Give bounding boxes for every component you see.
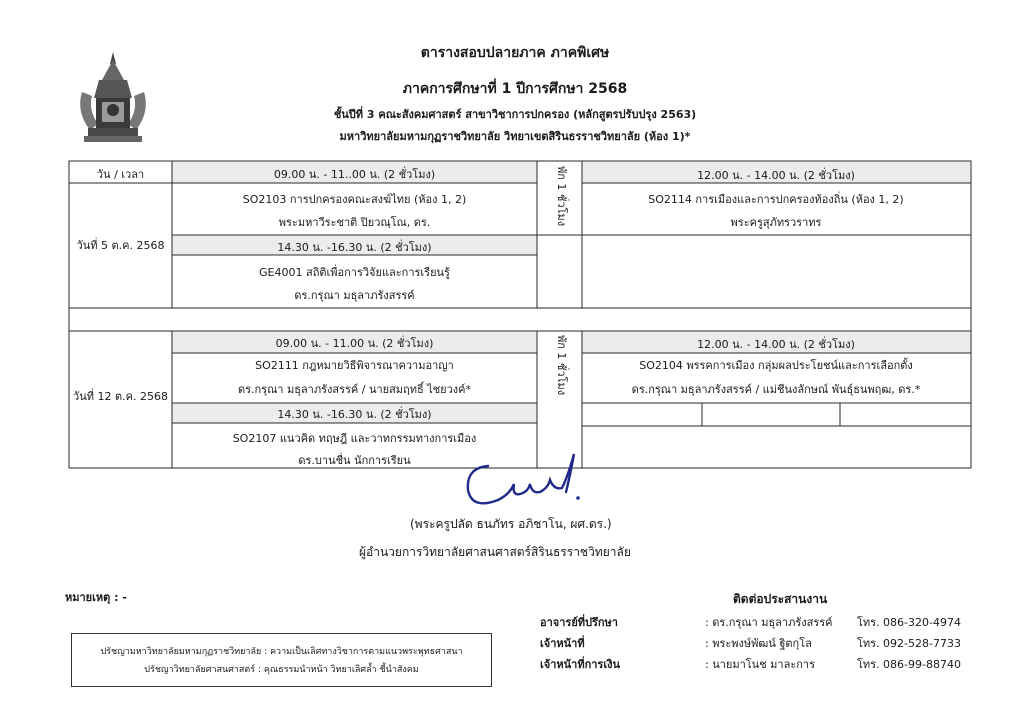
- day2-slot2-course: SO2104 พรรคการเมือง กลุ่มผลประโยชน์และการเลือกตั้ง: [639, 359, 913, 372]
- title-line-4: มหาวิทยาลัยมหามกุฏราชวิทยาลัย วิทยาเขตสิรินธรราชวิทยาลัย (ห้อง 1)*: [339, 130, 691, 143]
- day2-slot3-teacher: ดร.บานชื่น นักการเรียน: [298, 454, 411, 467]
- university-seal-logo: [74, 50, 152, 146]
- day2-slot2-time: 12.00 น. - 14.00 น. (2 ชั่วโมง): [697, 338, 855, 351]
- title-line-3: ชั้นปีที่ 3 คณะสังคมศาสตร์ สาขาวิชาการปกครอง (หลักสูตรปรับปรุง 2563): [333, 108, 697, 121]
- title-line-2: ภาคการศึกษาที่ 1 ปีการศึกษา 2568: [402, 81, 628, 97]
- signature-name: (พระครูปลัด ธนภัทร อภิชาโน, ผศ.ดร.): [410, 517, 612, 531]
- day2-slot2-teacher: ดร.กรุณา มธุลาภรังสรรค์ / แม่ชีนงลักษณ์ พันธุ์ธนพฤฒ, ดร.*: [631, 383, 921, 396]
- day1-break-label: พัก 1 ชั่วโมง: [555, 166, 568, 227]
- contact-name-3: : นายมาโนช มาละการ: [705, 658, 815, 671]
- day1-slot3-time: 14.30 น. -16.30 น. (2 ชั่วโมง): [277, 241, 432, 254]
- contact-phone-2: โทร. 092-528-7733: [857, 637, 961, 650]
- day2-slot3-course: SO2107 แนวคิด ทฤษฎี และวาทกรรมทางการเมือง: [232, 432, 477, 445]
- remark-note: หมายเหตุ : -: [65, 591, 127, 604]
- day2-break-label: พัก 1 ชั่วโมง: [555, 335, 568, 396]
- contact-role-3: เจ้าหน้าที่การเงิน: [540, 658, 620, 671]
- day2-slot1-time: 09.00 น. - 11.00 น. (2 ชั่วโมง): [275, 337, 434, 350]
- day2-slot1-course: SO2111 กฎหมายวิธีพิจารณาความอาญา: [255, 359, 454, 372]
- day2-slot3-time: 14.30 น. -16.30 น. (2 ชั่วโมง): [277, 408, 432, 421]
- day-label-1: วันที่ 5 ต.ค. 2568: [76, 239, 165, 252]
- day1-slot3-teacher: ดร.กรุณา มธุลาภรังสรรค์: [294, 289, 415, 302]
- exam-schedule-table: [68, 160, 972, 470]
- day1-slot2-teacher: พระครูสุภัทรวราทร: [730, 216, 822, 229]
- contact-phone-1: โทร. 086-320-4974: [857, 616, 961, 629]
- day1-slot2-course: SO2114 การเมืองและการปกครองท้องถิ่น (ห้อง 1, 2): [648, 193, 904, 206]
- contact-title: ติดต่อประสานงาน: [733, 592, 828, 606]
- day1-slot3-course: GE4001 สถิติเพื่อการวิจัยและการเรียนรู้: [259, 266, 450, 279]
- philosophy-university: ปรัชญามหาวิทยาลัยมหามกุฏราชวิทยาลัย : ความเป็นเลิศทางวิชาการตามแนวพระพุทธศาสนา: [100, 647, 463, 657]
- column-header-day-time: วัน / เวลา: [96, 168, 145, 181]
- signature-role: ผู้อำนวยการวิทยาลัยศาสนศาสตร์สิรินธรราชวิทยาลัย: [359, 545, 631, 559]
- day-label-2: วันที่ 12 ต.ค. 2568: [73, 390, 168, 403]
- day2-slot1-teacher: ดร.กรุณา มธุลาภรังสรรค์ / นายสมฤทธิ์ ไชยวงค์*: [237, 383, 472, 396]
- day1-slot2-time: 12.00 น. - 14.00 น. (2 ชั่วโมง): [697, 169, 855, 182]
- philosophy-box: [71, 633, 492, 687]
- title-line-1: ตารางสอบปลายภาค ภาคพิเศษ: [420, 45, 610, 61]
- day1-slot1-teacher: พระมหาวีระชาติ ปิยวณฺโณ, ดร.: [278, 216, 431, 229]
- contact-phone-3: โทร. 086-99-88740: [857, 658, 961, 671]
- day1-slot1-course: SO2103 การปกครองคณะสงฆ์ไทย (ห้อง 1, 2): [242, 193, 467, 206]
- contact-name-2: : พระพงษ์พัฒน์ ฐิตกุโล: [705, 637, 812, 650]
- contact-name-1: : ดร.กรุณา มธุลาภรังสรรค์: [705, 616, 833, 629]
- contact-role-2: เจ้าหน้าที่: [540, 637, 585, 650]
- philosophy-college: ปรัชญาวิทยาลัยศาสนศาสตร์ : คุณธรรมนำหน้า วิทยาเลิศล้ำ ชี้นำสังคม: [144, 665, 419, 675]
- day1-slot1-time: 09.00 น. - 11..00 น. (2 ชั่วโมง): [273, 168, 436, 181]
- handwritten-signature: [458, 446, 583, 516]
- contact-role-1: อาจารย์ที่ปรึกษา: [540, 616, 618, 629]
